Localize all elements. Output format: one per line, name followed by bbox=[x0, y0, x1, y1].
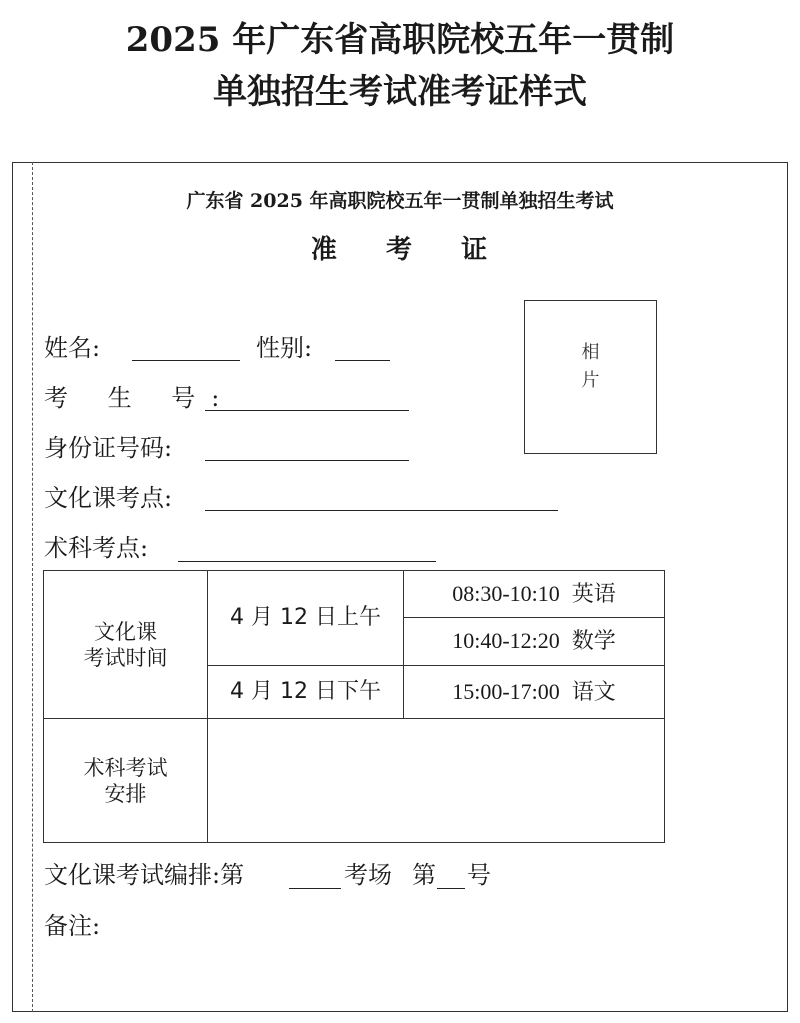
ticket-subheader bbox=[0, 229, 800, 266]
gender-blank[interactable] bbox=[335, 360, 390, 361]
slot-subject: 语文 bbox=[571, 679, 616, 705]
room-number-blank[interactable] bbox=[289, 888, 341, 889]
skill-arrangement-header bbox=[44, 719, 208, 843]
skill-site-blank[interactable] bbox=[178, 561, 436, 562]
exam-number-blank[interactable] bbox=[205, 410, 409, 411]
subheader-char: 准 bbox=[310, 235, 339, 265]
slot-english bbox=[404, 571, 665, 618]
gender-label: 性别: bbox=[256, 334, 313, 362]
skill-arrangement-header-line: 术科考试 bbox=[83, 755, 168, 780]
slot-time: 10:40-12:20 bbox=[452, 628, 560, 653]
subheader-char: 证 bbox=[461, 235, 490, 265]
exam-schedule-table bbox=[43, 570, 665, 843]
subheader-char: 考 bbox=[385, 235, 414, 265]
photo-box bbox=[524, 300, 657, 454]
document-title-line-1: 2025 年广东省高职院校五年一贯制 bbox=[125, 20, 675, 60]
photo-label-char: 相 bbox=[581, 342, 600, 363]
skill-site-label: 术科考点: bbox=[44, 534, 149, 562]
photo-label bbox=[525, 339, 656, 395]
culture-time-header-line: 考试时间 bbox=[83, 645, 168, 670]
slot-time: 08:30-10:10 bbox=[452, 580, 560, 606]
slot-subject: 英语 bbox=[571, 581, 616, 607]
arrangement-seat-prefix: 第 bbox=[412, 861, 436, 889]
document-title-line-2: 单独招生考试准考证样式 bbox=[213, 72, 587, 112]
culture-site-blank[interactable] bbox=[205, 510, 558, 511]
date-morning: 4 月 12 日上午 bbox=[208, 571, 404, 666]
name-label: 姓名: bbox=[44, 334, 101, 362]
culture-site-label: 文化课考点: bbox=[44, 484, 173, 512]
skill-arrangement-header-line: 安排 bbox=[104, 781, 147, 806]
culture-time-header-line: 文化课 bbox=[94, 619, 157, 644]
remarks-label: 备注: bbox=[44, 912, 101, 940]
slot-subject: 数学 bbox=[571, 629, 616, 654]
slot-chinese bbox=[404, 666, 665, 719]
culture-time-header bbox=[44, 571, 208, 719]
skill-arrangement-value bbox=[208, 719, 665, 843]
photo-label-char: 片 bbox=[581, 370, 600, 391]
id-number-label: 身份证号码: bbox=[44, 434, 173, 462]
id-number-blank[interactable] bbox=[205, 460, 409, 461]
name-blank[interactable] bbox=[132, 360, 240, 361]
exam-number-label: 考 生 号: bbox=[44, 384, 236, 412]
arrangement-room-suffix: 考场 bbox=[344, 861, 392, 889]
arrangement-seat-suffix: 号 bbox=[467, 861, 491, 889]
slot-time: 15:00-17:00 bbox=[452, 678, 560, 704]
slot-math bbox=[404, 618, 665, 666]
ticket-header: 广东省 2025 年高职院校五年一贯制单独招生考试 bbox=[186, 190, 614, 212]
cut-line bbox=[32, 162, 33, 1012]
arrangement-prefix: 文化课考试编排:第 bbox=[44, 861, 245, 889]
seat-number-blank[interactable] bbox=[437, 888, 465, 889]
date-afternoon: 4 月 12 日下午 bbox=[208, 666, 404, 719]
